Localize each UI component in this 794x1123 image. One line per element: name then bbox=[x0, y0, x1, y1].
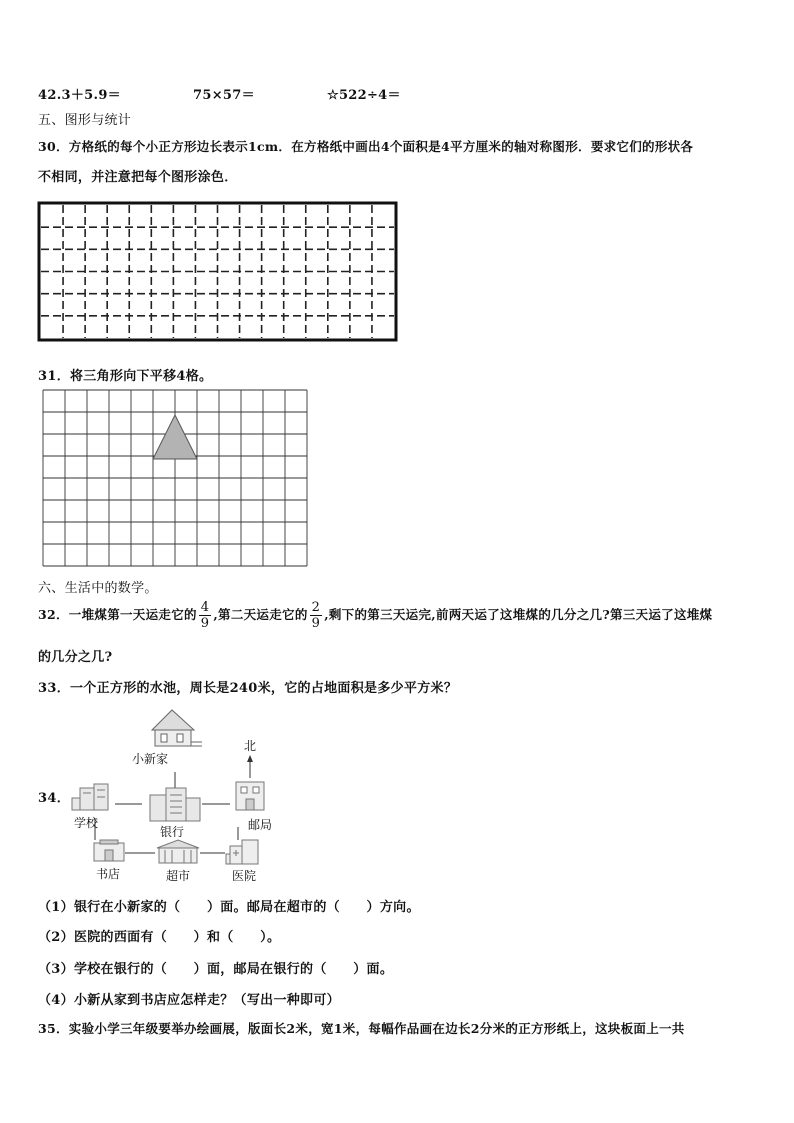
section-5-title: 五、图形与统计 bbox=[38, 113, 132, 128]
post-office-icon bbox=[236, 782, 264, 810]
q32-frac2-numerator: 2 bbox=[311, 600, 321, 615]
q35-text: 35．实验小学三年级要举办绘画展，版面长2米，宽1米，每幅作品画在边长2分米的正方形纸上，这块板面上一共 bbox=[38, 1021, 685, 1036]
q34-number: 34． bbox=[38, 791, 70, 806]
q32-part-2: ,第二天运走它的 bbox=[213, 607, 308, 622]
bookstore-icon bbox=[94, 840, 124, 861]
home-label: 小新家 bbox=[132, 752, 169, 766]
q32-part-3: ,剩下的第三天运完,前两天运了这堆煤的几分之几?第三天运了这堆煤 bbox=[324, 607, 713, 622]
bank-building-icon bbox=[150, 788, 200, 821]
calc-expr-2: 75×57＝ bbox=[193, 88, 255, 103]
q32-frac2-denominator: 9 bbox=[311, 616, 321, 631]
calc-expr-3: ☆522÷4＝ bbox=[327, 88, 401, 103]
school-label: 学校 bbox=[74, 816, 99, 830]
bookstore-label: 书店 bbox=[96, 867, 121, 881]
north-arrow-icon bbox=[247, 755, 253, 778]
section-6-title: 六、生活中的数学。 bbox=[38, 581, 158, 596]
hospital-label: 医院 bbox=[232, 869, 257, 883]
hospital-icon bbox=[226, 840, 258, 864]
bank-label: 银行 bbox=[160, 825, 185, 839]
calc-expr-1: 42.3＋5.9＝ bbox=[38, 88, 121, 103]
q33-text: 33．一个正方形的水池，周长是240米，它的占地面积是多少平方米？ bbox=[38, 681, 458, 696]
q30-line-1: 30．方格纸的每个小正方形边长表示1cm．在方格纸中画出4个面积是4平方厘米的轴对称图形．要求它们的形状各 bbox=[38, 139, 694, 154]
supermarket-label: 超市 bbox=[166, 869, 191, 883]
q32-line-2: 的几分之几? bbox=[38, 650, 113, 665]
q31-grid bbox=[43, 390, 307, 572]
q34-map bbox=[60, 700, 300, 890]
q34-sub-2: （2）医院的西面有（ ）和（ ）。 bbox=[38, 930, 281, 945]
q32-frac1-denominator: 9 bbox=[200, 616, 210, 631]
school-building-icon bbox=[72, 784, 108, 810]
house-icon bbox=[152, 710, 202, 746]
q31-triangle bbox=[153, 415, 197, 459]
q32-fraction-2-9 bbox=[310, 600, 323, 631]
q32-fraction-4-9 bbox=[199, 600, 212, 631]
q30-line-2: 不相同，并注意把每个图形涂色． bbox=[38, 170, 238, 185]
q30-dashed-grid-paper bbox=[37, 201, 399, 343]
q34-sub-4: （4）小新从家到书店应怎样走？（写出一种即可） bbox=[38, 993, 340, 1008]
q31-text: 31．将三角形向下平移4格。 bbox=[38, 369, 213, 384]
post-office-label: 邮局 bbox=[248, 818, 273, 832]
q34-sub-1: （1）银行在小新家的（ ）面。邮局在超市的（ ）方向。 bbox=[38, 900, 420, 915]
q34-sub-3: （3）学校在银行的（ ）面，邮局在银行的（ ）面。 bbox=[38, 962, 394, 977]
north-label: 北 bbox=[244, 739, 257, 753]
supermarket-icon bbox=[157, 840, 199, 863]
q32-part-1: 32．一堆煤第一天运走它的 bbox=[38, 607, 197, 622]
q32-line-1 bbox=[38, 596, 712, 634]
q32-frac1-numerator: 4 bbox=[200, 600, 210, 615]
